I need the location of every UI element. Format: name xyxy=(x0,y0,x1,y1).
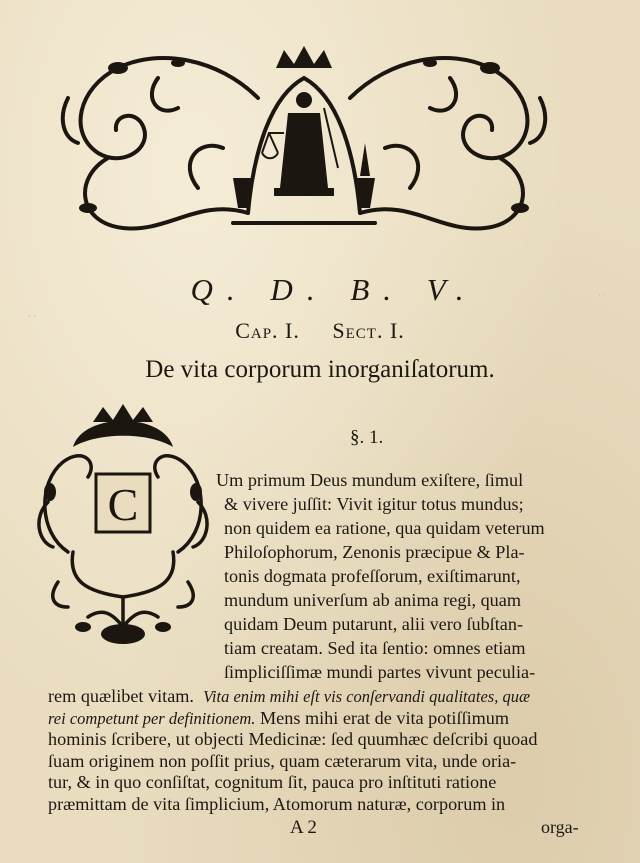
paragraph-mark: §. 1. xyxy=(350,427,384,448)
text-run: rem quælibet vitam. xyxy=(48,686,194,706)
text-run: Mens mihi erat de vita potiſſimum xyxy=(255,707,510,728)
text-line: ſuam originem non poſſit prius, quam cæterarum vita, unde oria- xyxy=(48,750,517,771)
text-line: tur, & in quo conſiſtat, cognitum ſit, pauca pro inſtituti ratione xyxy=(48,772,497,792)
page-title: De vita corporum inorganiſatorum. xyxy=(145,356,495,383)
catchword: orga- xyxy=(541,817,579,837)
italic-run: Vita enim mihi eſt vis conſervandi qualitates, quæ xyxy=(203,687,530,706)
qdbv-heading: Q. D. B. V. xyxy=(190,272,478,307)
text-line: Philoſophorum, Zenonis præcipue & Pla- xyxy=(224,542,525,562)
text-line: Um primum Deus mundum exiſtere, ſimul xyxy=(216,470,524,490)
text-line: ſimpliciſſimæ mundi partes vivunt peculia- xyxy=(224,662,536,682)
italic-run: rei competunt per definitionem. xyxy=(48,708,256,728)
text-line: tonis dogmata profeſſorum, exiſtimarunt, xyxy=(224,566,521,586)
text-line: hominis ſcribere, ut objecti Medicinæ: ſed quumhæc deſcribi quoad xyxy=(48,729,538,749)
bleed-through-mark: · · xyxy=(598,290,607,300)
text-line: non quidem ea ratione, qua quidam veterum xyxy=(224,518,545,538)
section-label: Sect. I. xyxy=(332,318,405,343)
text-line: mundum univerſum ab anima regi, quam xyxy=(224,590,521,610)
text-line: tiam creatam. Sed ita ſentio: omnes etiam xyxy=(224,638,526,658)
chapter-label: Cap. I. xyxy=(235,318,300,343)
initial-letter: C xyxy=(107,479,139,530)
text-line: præmittam de vita ſimplicium, Atomorum naturæ, corporum in xyxy=(48,793,506,814)
signature-mark: A 2 xyxy=(290,817,317,838)
text-line: & vivere juſſit: Vivit igitur totus mundus; xyxy=(224,494,524,514)
text-line: quidam Deum putarunt, alii vero ſubſtan- xyxy=(224,614,524,634)
bleed-through-mark: - - xyxy=(28,310,37,320)
